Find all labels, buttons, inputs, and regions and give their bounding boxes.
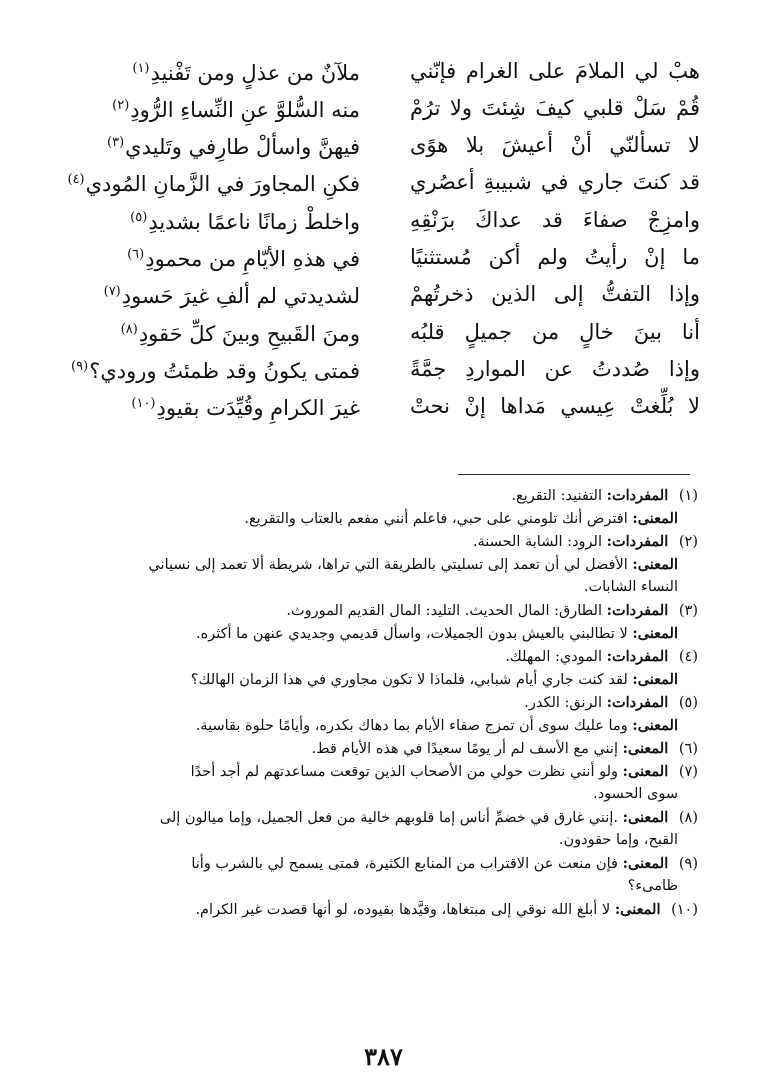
verse-row <box>70 313 700 350</box>
footnote-line <box>58 668 698 691</box>
footnote-reference: (١) <box>132 60 150 76</box>
footnote-number: (٣) <box>678 603 698 619</box>
footnote-number: (٢) <box>678 534 698 550</box>
footnote-label: المفردات: <box>606 602 669 619</box>
footnote-text: ظامىء؟ <box>627 878 678 894</box>
footnote-label: المعنى: <box>632 671 678 688</box>
verse-row <box>70 52 700 89</box>
footnote-text: النساء الشابات. <box>583 579 678 595</box>
footnote-reference: (٨) <box>120 321 138 337</box>
footnote-divider <box>458 474 690 475</box>
verse-first-hemistich: وإذا صُددتُ عن المواردِ جمَّةً <box>410 356 700 381</box>
verse-second-hemistich <box>70 352 360 386</box>
verse-second-text: لشديدتي لم ألفِ غيرَ حَسودِ <box>121 284 360 309</box>
verse-row <box>70 276 700 313</box>
footnote-text: إنني مع الأسف لم أر يومًا سعيدًا في هذه الأيام قط. <box>311 741 618 757</box>
footnotes-section <box>58 484 698 921</box>
footnote-text: فإن منعت عن الاقتراب من المنابع الكثيرة، فمتى يسمح لي بالشرب وأنا <box>191 856 618 872</box>
verse-second-text: فيهنَّ واسألْ طارِفي وتَليدي <box>125 135 360 160</box>
footnote-label: المفردات: <box>606 694 669 711</box>
footnote-number: (٦) <box>678 741 698 757</box>
footnote-line <box>58 507 698 530</box>
footnote-reference: (٣) <box>107 135 125 151</box>
verse-second-text: فمتى يكونُ وقد ظمئتُ ورودي؟ <box>89 358 360 383</box>
footnote-label: المفردات: <box>606 487 669 504</box>
footnote-text: المودي: المهلك. <box>505 649 602 665</box>
verse-first-hemistich: وإذا التفتُّ إلى الذين ذخرتُهمْ <box>410 282 700 307</box>
footnote-reference: (٦) <box>127 247 145 262</box>
footnote-line <box>58 599 698 622</box>
footnote-label: المعنى: <box>632 625 678 642</box>
verse-second-hemistich <box>70 203 360 237</box>
footnote-text: لا أبلغ الله نوقي إلى مبتغاها، وقيَّدها بقيوده، لو أنها قصدت غير الكرام. <box>195 902 611 918</box>
footnote-text: القبح، وإما حقودون. <box>558 832 678 848</box>
footnote-reference: (٥) <box>130 209 148 225</box>
footnote-line <box>58 760 698 783</box>
footnote-number: (٨) <box>678 810 698 826</box>
footnote-number: (٧) <box>678 764 698 780</box>
footnote-text: .إنني غارق في خضمِّ أناس إما قلوبهم خالية من فعل الجميل، وإما ميالون إلى <box>159 810 618 826</box>
footnote-line <box>58 898 698 921</box>
footnote-line <box>58 645 698 668</box>
verse-first-hemistich: لا تسألنّي أنْ أعيشَ بلا هوًى <box>410 133 700 158</box>
verse-second-hemistich <box>70 128 360 162</box>
verse-second-hemistich <box>70 315 360 349</box>
verse-second-hemistich <box>67 165 360 199</box>
footnote-line <box>58 484 698 507</box>
verse-first-hemistich: وامزِجْ صفاءَ قد عداكَ برَنْقِهِ <box>410 207 700 232</box>
footnote-label: المعنى: <box>614 901 661 918</box>
footnote-text: لقد كنت جاري أيام شبابي، فلماذا لا تكون مجاوري في هذا الزمان الهالك؟ <box>190 672 628 688</box>
footnote-line <box>58 829 698 852</box>
footnote-text: التفنيد: التقريع. <box>511 488 602 504</box>
footnote-label: المعنى: <box>622 740 669 757</box>
footnote-number: (٥) <box>678 695 698 711</box>
verse-first-hemistich: هبْ لي الملامَ على الغرام فإنّني <box>410 58 700 83</box>
footnote-label: المفردات: <box>606 648 669 665</box>
verse-first-hemistich: قُمْ سَلْ قلبي كيفَ شِئتَ ولا ترُمْ <box>410 95 700 120</box>
footnote-label: المعنى: <box>622 763 669 780</box>
verse-second-text: غيرَ الكرامِ وقُيِّدَت بقيودِ <box>156 396 360 421</box>
footnote-text: الرود: الشابة الحسنة. <box>472 534 602 550</box>
verse-row <box>70 89 700 126</box>
footnote-number: (٩) <box>678 856 698 872</box>
footnote-line <box>58 691 698 714</box>
footnote-line <box>58 783 698 806</box>
footnote-label: المعنى: <box>632 717 678 734</box>
footnote-line <box>58 737 698 760</box>
verse-first-hemistich: ما إنْ رأيتُ ولم أكن مُستثنيًا <box>410 245 700 269</box>
footnote-number: (١) <box>678 488 698 504</box>
verse-second-text: فكنِ المجاورَ في الزَّمانِ المُودي <box>85 172 360 197</box>
footnote-reference: (٩) <box>71 358 89 374</box>
footnote-label: المعنى: <box>622 855 669 872</box>
footnote-number: (٤) <box>678 649 698 665</box>
verse-first-hemistich: قد كنتَ جاري في شبيبةِ أعصُري <box>410 170 700 195</box>
verse-second-hemistich <box>70 389 360 423</box>
footnote-reference: (١٠) <box>131 396 156 412</box>
footnote-line <box>58 553 698 576</box>
verse-row <box>70 127 700 164</box>
footnote-label: المعنى: <box>622 809 669 826</box>
verse-row <box>70 350 700 387</box>
footnote-reference: (٤) <box>67 172 85 188</box>
footnote-line <box>58 714 698 737</box>
footnote-text: وما عليك سوى أن تمزج صفاء الأيام بما دهاك بكدره، وأيامًا حلوة بقاسية. <box>195 718 628 734</box>
verse-second-text: ومنَ القَبيحِ وبينَ كلِّ حَقودِ <box>138 321 360 346</box>
verse-row <box>70 239 700 276</box>
footnote-text: الرنق: الكدر. <box>524 695 602 711</box>
footnote-text: ولو أنني نظرت حولي من الأصحاب الذين توقعت مساعدتهم لم أجد أحدًا <box>190 764 618 780</box>
footnote-text: افترض أنك تلومني على حبي، فاعلم أنني مفعم بالعتاب والتقريع. <box>244 511 628 527</box>
footnote-line <box>58 576 698 599</box>
footnote-reference: (٧) <box>103 284 121 300</box>
verse-second-text: في هذهِ الأيّامِ من محمودِ <box>145 247 360 271</box>
footnote-line <box>58 622 698 645</box>
verse-first-hemistich: لا بُلِّغتْ عِيسي مَداها إنْ نحتْ <box>410 394 700 419</box>
verse-second-text: ملآنٌ من عذلٍ ومن تَفْنيدِ <box>150 60 360 85</box>
footnote-text: الطارق: المال الحديث. التليد: المال القديم الموروث. <box>286 603 602 619</box>
verse-row <box>67 164 700 201</box>
footnote-number: (١٠) <box>671 902 698 918</box>
footnote-reference: (٢) <box>112 97 130 113</box>
footnote-label: المعنى: <box>632 510 678 527</box>
verse-second-hemistich <box>70 91 360 125</box>
verse-row <box>70 201 700 238</box>
verse-second-hemistich <box>70 277 360 311</box>
verse-second-text: منه السُّلوَّ عنِ النِّساءِ الرُّودِ <box>130 97 360 122</box>
verse-second-hemistich <box>70 240 360 274</box>
footnote-label: المفردات: <box>606 533 669 550</box>
page-number: ٣٨٧ <box>364 1042 403 1071</box>
footnote-line <box>58 852 698 875</box>
footnote-line <box>58 806 698 829</box>
footnote-label: المعنى: <box>632 556 678 573</box>
footnote-line <box>58 530 698 553</box>
footnote-line <box>58 875 698 898</box>
verse-row <box>70 388 700 425</box>
footnote-text: الأفضل لي أن تعمد إلى تسليتي بالطريقة التي تراها، شريطة ألا تعمد إلى نسياني <box>148 557 628 573</box>
verse-second-hemistich <box>70 54 360 88</box>
footnote-text: سوى الحسود. <box>593 786 678 802</box>
footnote-text: لا تطالبني بالعيش بدون الجميلات، واسأل قديمي وجديدي عنهن ما أكثره. <box>196 626 628 642</box>
verse-second-text: واخلطْ زمانًا ناعمًا بشديدِ <box>148 209 360 234</box>
verse-first-hemistich: أنا بينَ خالٍ من جميلٍ قلبُه <box>410 319 700 344</box>
